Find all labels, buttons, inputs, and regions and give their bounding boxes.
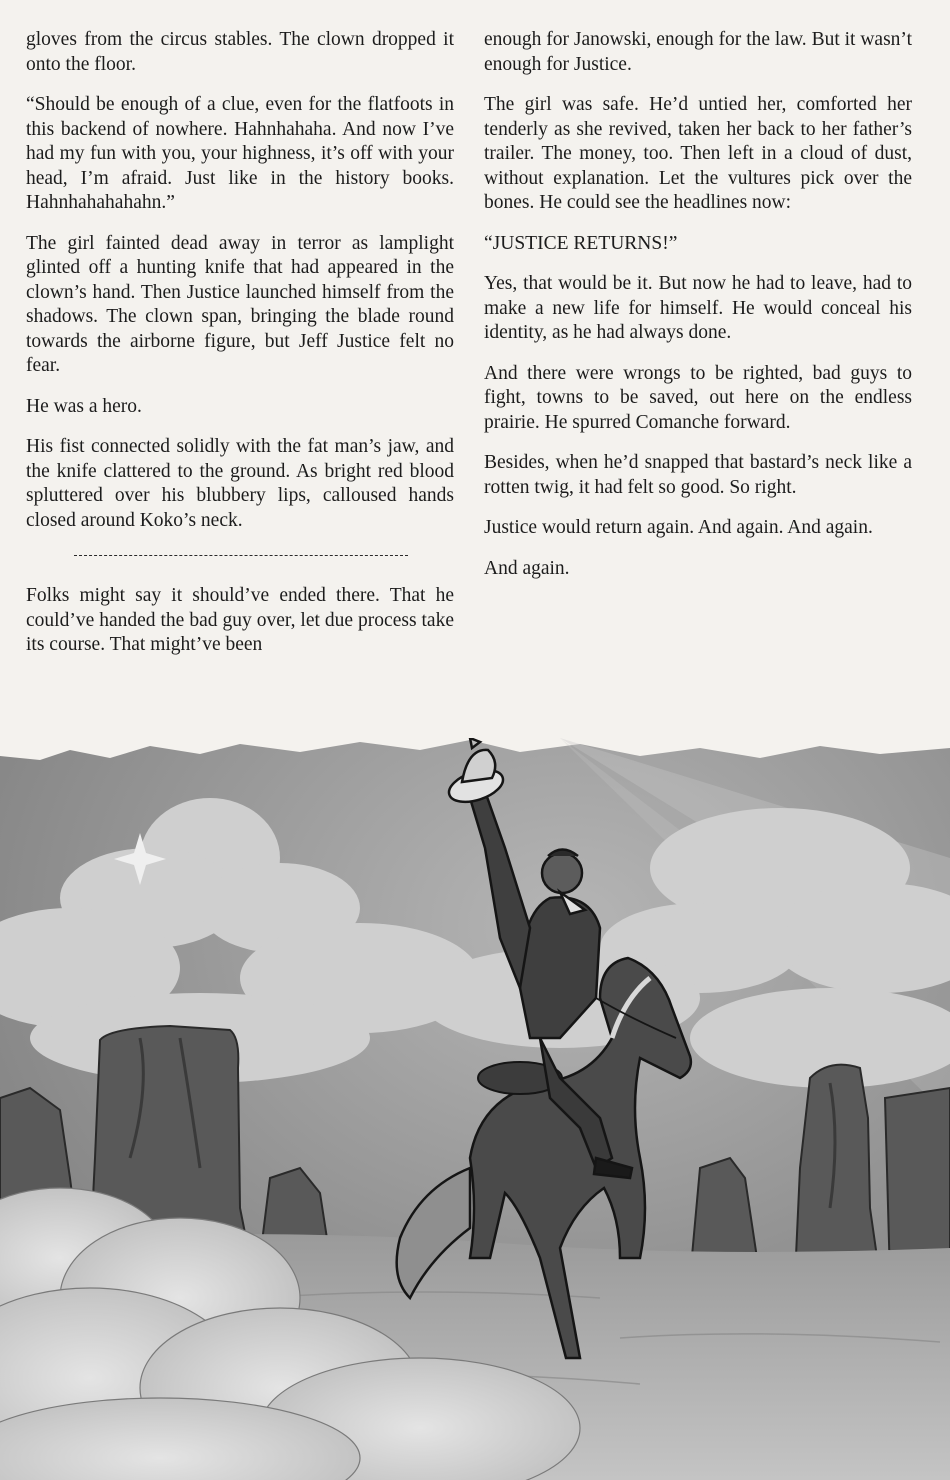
cowboy-illustration: [0, 738, 950, 1480]
paragraph: The girl fainted dead away in terror as lamplight glinted off a hunting knife that had appeared in the clown’s hand. Then Justice launched himself from the shadows. The clown span, bringing the blade round towards the airborne figure, but Jeff Justice felt no fear.: [26, 232, 454, 376]
right-column: [484, 28, 912, 597]
paragraph: The girl was safe. He’d untied her, comforted her tenderly as she revived, taken her back to her father’s trailer. The money, too. Then left in a cloud of dust, without explanation. Let the vultures pick over the bones. He could see the headlines now:: [484, 94, 912, 213]
paragraph: And there were wrongs to be righted, bad guys to fight, towns to be saved, out here on the endless prairie. He spurred Comanche forward.: [484, 362, 912, 433]
paragraph: Folks might say it should’ve ended there. That he could’ve handed the bad guy over, let due process take its course. That might’ve been: [26, 585, 454, 655]
paragraph: He was a hero.: [26, 395, 142, 417]
section-divider: [74, 555, 408, 556]
left-column: [26, 28, 454, 674]
paragraph: Yes, that would be it. But now he had to leave, had to make a new life for himself. He would conceal his identity, as he had always done.: [484, 273, 912, 343]
paragraph: Justice would return again. And again. And again.: [484, 517, 873, 538]
paragraph: His fist connected solidly with the fat man’s jaw, and the knife clattered to the ground. As bright red blood spluttered over his blubbery lips, calloused hands closed around Koko’s neck.: [26, 436, 454, 531]
paragraph: Besides, when he’d snapped that bastard’s neck like a rotten twig, it had felt so good. So right.: [484, 452, 912, 498]
illustration-svg: [0, 738, 950, 1480]
paragraph: And again.: [484, 557, 570, 579]
paragraph: enough for Janowski, enough for the law. But it wasn’t enough for Justice.: [484, 29, 912, 75]
paragraph: gloves from the circus stables. The clown dropped it onto the floor.: [26, 29, 454, 75]
paragraph: “Should be enough of a clue, even for the flatfoots in this backend of nowhere. Hahnhahaha. And now I’ve had my fun with you, your highness, it’s off with your head, I’m afraid. Just like in the history books. Hahnhahahahahn.”: [26, 94, 454, 213]
headline-quote: “JUSTICE RETURNS!”: [484, 232, 678, 254]
